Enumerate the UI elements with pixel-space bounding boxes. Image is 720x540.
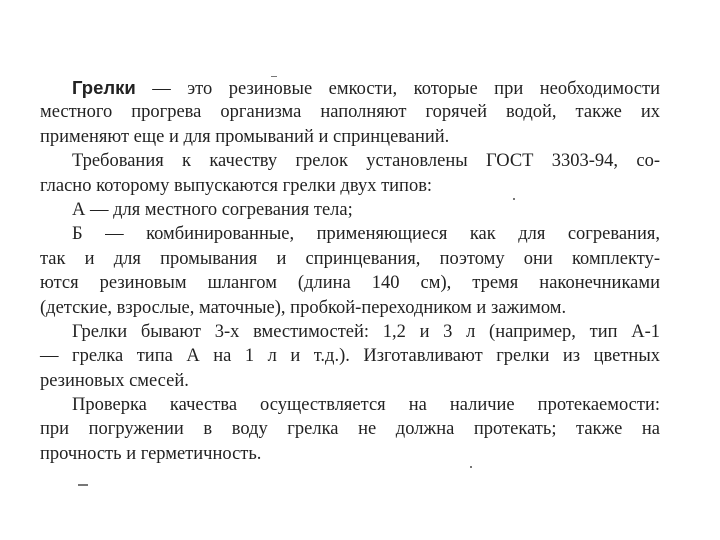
text-line: Проверка качества осуществляется на наличие протекаемости: bbox=[72, 395, 660, 416]
scan-speck bbox=[513, 198, 515, 200]
text-line: местного прогрева организма наполняют горячей водой, также их bbox=[40, 102, 660, 123]
paragraph-type-a bbox=[40, 198, 660, 222]
paragraph-gost bbox=[40, 149, 660, 198]
text-line: резиновых смесей. bbox=[40, 370, 189, 391]
text-line: прочность и герметичность. bbox=[40, 443, 262, 464]
text-line: так и для промывания и спринцевания, поэтому они комплекту- bbox=[40, 248, 660, 269]
paragraph-type-b bbox=[40, 222, 660, 320]
paragraph-quality-check bbox=[40, 393, 660, 466]
text-line: Грелки бывают 3-х вместимостей: 1,2 и 3 л (например, тип А-1 bbox=[72, 321, 660, 342]
scan-speck bbox=[78, 484, 88, 486]
paragraph-definition bbox=[40, 76, 660, 149]
document-body bbox=[40, 76, 660, 466]
text-line: (детские, взрослые, маточные), пробкой-переходником и зажимом. bbox=[40, 297, 567, 318]
text-line: ются резиновым шлангом (длина 140 см), тремя наконечниками bbox=[40, 273, 660, 294]
text-line-content: — это резиновые емкости, которые при необходимости bbox=[135, 79, 660, 99]
text-line bbox=[40, 76, 660, 100]
text-line: — грелка типа А на 1 л и т.д.). Изготавливают грелки из цветных bbox=[40, 346, 660, 367]
scan-speck bbox=[470, 466, 472, 468]
text-line: при погружении в воду грелка не должна протекать; также на bbox=[40, 419, 660, 440]
paragraph-capacity bbox=[40, 320, 660, 393]
text-line: Б — комбинированные, применяющиеся как для согревания, bbox=[72, 224, 660, 245]
scan-speck bbox=[271, 76, 277, 77]
text-line: применяют еще и для промываний и спринцеваний. bbox=[40, 126, 450, 147]
text-line: Требования к качеству грелок установлены ГОСТ 3303-94, со- bbox=[72, 151, 660, 172]
text-line: гласно которому выпускаются грелки двух типов: bbox=[40, 175, 433, 196]
text-line: А — для местного согревания тела; bbox=[72, 199, 353, 220]
defined-term: Грелки bbox=[72, 77, 136, 98]
